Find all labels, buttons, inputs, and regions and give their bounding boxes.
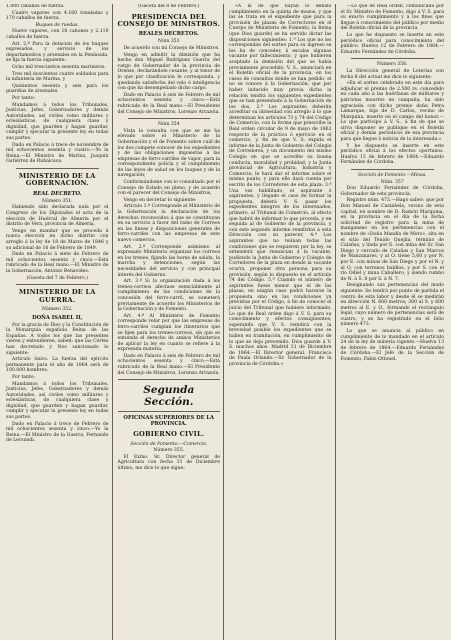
divider [128,118,211,119]
paragraph: El Exmo. Sr. Director general de Agricultura con fecha 31 de Diciembre último, me dice lo que sigue: [117,454,220,472]
section-heading: GOBIERNO CIVIL. [133,430,205,439]
paragraph: Habiendo sido declarada nula por el Congreso de los Diputados el acta de la elección de Huércal de Almería por el distrito de Vera, provincia de Almería, [6,205,109,228]
paragraph: Art. 2.º Corresponde asimismo al expresado Ministerio organizar los correos en los trenes, fijando las horas de salida, la marcha y detenciones, según las necesidades del servicio y con principal interés del Gobierno. [117,244,220,278]
paragraph: De acuerdo con mi Consejo de Ministros. [123,46,220,51]
paragraph: Tres mil doscientos cuatro soldados para la infantería de Marina, y [6,71,109,83]
paragraph: —Lo que de Real orden, comunicada por el Sr. Ministro de Fomento, digo á V. S. para su exacto cumplimiento y á los fines que llegue á conocimiento del público por medio del Boletín oficial de la provincia. [340,4,444,32]
paragraph: «A la de que hayan lo debido cumplimiento en la quinta de mozos, y que las se trata en el expediente que para la provisión de plazas de Correctores en el Cuerpo de Ministerio de Fomento, la Reina (que Dios guarde) se ha servido dictar las disposiciones siguientes: 1.ª Los que no les correspondan del sorteo para su ingreso se les ha de conceder, á escalas algunas vacante por fallecimiento, y que hubieren aceptado la demisión del que se había previamente procedido. V. S., anunciará en el Boletín oficial de la provincia, en los casos de consultas donde se han pedido, el no se conoce á la Gobernación; que por haber inducido muy previa dicha la relación tendrá los siguientes expedientes que se han presentado á la Gobernación de los dos, 2.ª Los aspirantes deberán acreditar su idoneidad con arreglo á lo que determinan los artículos 73 y 74 del Código de Comercio, con la forma que prescribe la Real orden circular de 9 de mayo de 1862 respecto de la práctica ó ejercicio en el comercio, y, fin de que V. S. expida el informe de la Junta de Gobierno del Colegio de Corredores, y un documento del mismo Colegio en que se acredite su buena conducta, moralidad y probidad; y la Junta provincial de Agricultura, Industria y Comercio, le hará dar el informe sobre el mismo punto, y para ello dará cuenta por escrito de los Corredores de esta plaza: 3.ª Una vez habilitado, el aspirante ó aspirantes, y llegado el caso de formar la propuesta, deberá V. S. pasar los expedientes íntegros de los interesados, primero, al Tribunal de Comercio, al efecto que habrá de informar lo que proceda, y en seguida al de Gobierno de la provincia, y con este segundo informe remitirlos á esta Dirección con su parecer, 4.ª Los aspirantes que no reúnan todas las condiciones que se requieren por la ley, se entenderá que renuncian á la vacante, pudiendo la Junta de Gobierno y Colegio de Corredores de la plaza en donde la vacante ocurra, proponer otra persona para su provisión, según lo dispuesto en el artículo 74 del Código. 5.ª Cuando el número de aspirantes fuese menor que el de las plazas, en ningún caso podrá hacerse la propuesta sino en las condiciones ya previstas por el Código, á fin de conocer el juicio del Tribunal que hubiere informado. Lo que de Real orden digo á V. S. para su conocimiento y efectos consiguientes; esperando que V. S. remitirá con la brevedad posible los expedientes que se hallen en tramitación, en cumplimiento de lo que se deja prevenido. Dios guarde á V. S. muchos años. Madrid 31 de Diciembre de 1864.—El Director general, Francisco de Paula Orlando.—Sr. Gobernador de la provincia de Córdoba.» [229,4,332,367]
paragraph: Dado en Palacio á trece de Febrero de mil ochocientos sesenta y cinco.—Yo la Reina.—El Ministro de la Guerra, Fernando de Lersundi. [6,421,109,444]
paragraph: Por tanto: [12,374,36,380]
paragraph: Por la gracia de Dios y la Constitución de la Monarquía española Reina de las Españas. A todos los que las presentes vieren y entendieren, sabed: que las Córtes han decretado y Nos sancionado lo siguiente: [6,322,109,356]
paragraph: Don Eduardo Fernández de Córdoba, Gobernador de esta provincia. [340,186,444,197]
section-subheading: DOÑA ISABEL II, [32,314,83,321]
subheading: Buques de ruedas. [35,22,79,28]
item-number: Número 352. [41,306,73,312]
section-subheading: OFICINAS SUPERIORES DE LA PROVINCIA. [123,415,215,428]
column-1 [4,4,113,640]
paragraph: Vista la consulta con que se me ha elevado sobre el Ministerio de la Gobernación y el de Fomento sobre cuál de los dos compete conocer de los expedientes y de las obligaciones impuestas á las empresas de ferro-carriles de vapor, para la correspondiente policía y el cumplimiento de las leyes de salud en los buques y de la navegación; [117,128,220,179]
paragraph: Art. 3.º Si la organización dada á los trenes-correos afectase esencialmente al cumplimiento de las condiciones de la concesión del ferro-carril, se someterá previamente de acuerdo los Ministerios de la Gobernación y de Fomento. [117,279,220,313]
item-number: Número 355. [153,448,185,454]
section-heading: PRESIDENCIA DEL CONSEJO DE MINISTROS. [117,12,220,28]
paragraph: Nueve vapores, con 18 cañones y 2.110 caballos de fuerza. [6,29,109,40]
column-2 [116,4,225,640]
section-heading: MINISTERIO DE LA GOBERNACIÓN. [18,172,96,188]
paragraph: Cuatro vapores con 4.160 toneladas y 170 caballos de fuerza. [6,10,109,22]
divider [16,168,99,169]
paragraph: Conformándome con lo consultado por el Consejo de Estado en pleno, y de acuerdo con el parecer del Consejo de Ministros, [117,180,220,197]
item-number: Núm 353 [157,39,180,45]
paragraph: 1.000 caballos de fuerza. [6,4,65,9]
paragraph: Por tanto: [12,95,36,101]
paragraph: Artículo único. La fuerza del ejército permanente para el año de 1864 será de 100.000 hombres. [6,357,109,374]
paragraph: Art. 4.º Al Ministerio de Fomento corresponde velar por que las empresas de ferro-carriles cumplan los itinerarios que se fijen para los trenes-correos, sin que se entienda el derecho de ambos Ministerios de aplicar la ley en cuanto se refiere á la expresada materia. [117,313,220,353]
item-number: Número 356. [376,62,408,68]
paragraph: Dado en Palacio á siete de Febrero de mil ochocientos sesenta y cinco.—Está rubricado de la Real mano.—El Ministro de la Gobernación, Antonio Benavides. [6,252,109,274]
column-4 [339,4,448,640]
column-3 [227,4,336,640]
item-number: Núm 354 [157,122,180,128]
divider [351,58,435,59]
paragraph: Vengo en decretar lo siguiente: [123,197,197,203]
paragraph: Vengo en admitir la dimisión que ha hecho don Miguel Rodríguez Guerra del cargo de Gobernador de la provincia de Orense, declarándole cesante, y al tenor de lo que por clasificación le corresponda, y quedando satisfecha del celo é inteligencia con que ha desempeñado dicho cargo. [117,52,220,92]
paragraph: Mandamos á todos los Tribunales, Justicias, Jefes, Gobernadores y demás Autoridades, así civiles como militares y eclesiásticas, de cualquiera clase y dignidad, que guarden y hagan guardar, cumplir y ejecutar la presente ley en todas sus partes. [6,381,109,421]
paragraph: «En el sorteo celebrado en este día para adjudicar el premio de 2.500 rs. concedido en cada año á las huérfanas de militares y patriotas muertos en campaña, ha sido agraciada con dicho premio doña Petra Lamarque, hija de D. Carlos, vecino de Marquina, muerto en el campo del honor.—Lo que participo á V. S., á fin de que se sirva disponer se publique en el Boletín oficial y demás periódicos de esa provincia para que llegue á noticia de la interesada.» [340,81,444,143]
subsection-label: Sección de Fomento.—Comercio. [130,441,208,447]
item-number: Número 351. [41,198,73,204]
paragraph: Y he dispuesto se inserte en este periódico oficial á los efectos oportunos. Huelva 13 de febrero de 1864.—Eduardo Fernández de Córdoba. [340,143,444,166]
paragraph: La Dirección general de Loterías con fecha 8 del actual me dice lo siguiente: [340,68,444,80]
paragraph: Designando sus pertenencias del modo siguiente: Se tendrá por punto de partida el centro de esta labor y desde él se medirán en dirección N. 600 metros; 300 al S. y 600 metros al E. y O., formando el rectángulo legal, cuyo número de pertenencias será de cuatro, y se ha registrado en el folio número 473. [340,283,444,328]
section-heading: MINISTERIO DE LA GUERRA. [18,288,96,304]
divider [118,379,221,380]
paragraph: Dado en Palacio á seis de Febrero de mil ochocientos sesenta y cinco.—Está rubricado de la Real mano.—El Presidente del Consejo de Ministros, Lorenzo Arrazola. [117,353,220,376]
paragraph: Ocho mil trescientos sesenta marineros. [12,64,106,70]
paragraph: Mandamos á todos los Tribunales, Justicias, Jefes, Gobernadores y demás Autoridades, así civiles como militares y eclesiásticas, de cualquiera clase y dignidad, que guarden y hagan guardar, cumplir y ejecutar la presente ley en todas sus partes. [6,102,109,142]
item-number: Núm. 357 [380,179,404,185]
divider [351,169,435,170]
paragraph: Dado en Palacio á seis de Febrero de mil ochocientos sesenta y cinco.—Está rubricado de la Real mano.—El Presidente del Consejo de Ministros, Lorenzo Arrazola. [117,92,220,115]
gazette-reference: (Gaceta del 7 de Febrero.) [26,275,88,281]
section-title: Segunda Sección. [143,384,195,409]
paragraph: Dado en Palacio á trece de noviembre de mil ochocientos sesenta y cuatro.—Yo la Reina.—El Ministro de Marina, Joaquín Gutiérrez de Rubalcava. [6,142,109,165]
divider [16,284,99,285]
paragraph: Lo que he dispuesto se inserte en este periódico oficial para conocimiento del público. Huelva 12 de Febrero de 1864.—Eduardo Fernández de Córdoba. [340,32,444,55]
divider [118,411,221,412]
section-subheading: REALES DECRETOS. [138,31,199,38]
section-subheading: REAL DECRETO. [33,190,82,197]
gazette-reference: (Gaceta del 8 de Febrero.) [138,4,200,9]
subsection-label: Sección de Fomento.—Minas. [357,173,427,179]
paragraph: Art. 2.º Para la dotación de los buques expresados, y servicio de los departamentos y arsenales en la Península, se fija la fuerza siguiente: [6,41,109,64]
paragraph: Quinientos sesenta y seis para los guardias de arsenales. [6,83,109,95]
paragraph: Registro núm. 473.—Hago saber: que por Don Manuel de Castañela, vecino de esta capital, en nombre de D. Ramón Marquina, en la provincia en el día de la fecha solicitud de registro para la mina de manganeso en los pertenencias con el nombre de «Doña Mandla de Moro», sita en el sitio del Tenido Quejila, término de Calañas, y linda por E. con mina del Sr. San Diego y cercado de Calañas y San Marcos de Manzanares, y al O. tiene 5,60 y por N. por E. con minas de San Diego y por el N. y al O. con terrenos baldíos, y por S. con el río Odiel y mina Caballero, y siendo rumbo de N. á S. 8 por S. á N. 7. [340,198,444,282]
paragraph: Artículo 1.º Corresponde al Ministerio de la Gobernación la declaración de los derechos reconocidos á que se constituyan en su servicio á favor del ramo de Correos en las líneas y disposiciones generales de ferro-carriles con las empresas de este nuevo comercio. [117,204,220,243]
paragraph: Vengo en mandar que se proceda á nueva elección en dicho distrito con arreglo á la ley de 18 de Marzo de 1846 y su adicional de 16 de Febrero de 1849. [6,228,109,251]
paragraph: Lo que se anuncia al público en cumplimiento de lo mandado en el artículo 24 de la ley de minería vigente.—Huelva 13 de febrero de 1864.—Eduardo Fernández de Córdoba.—El Jefe de la Sección de Fomento, Pablo Ottonel. [340,329,444,363]
